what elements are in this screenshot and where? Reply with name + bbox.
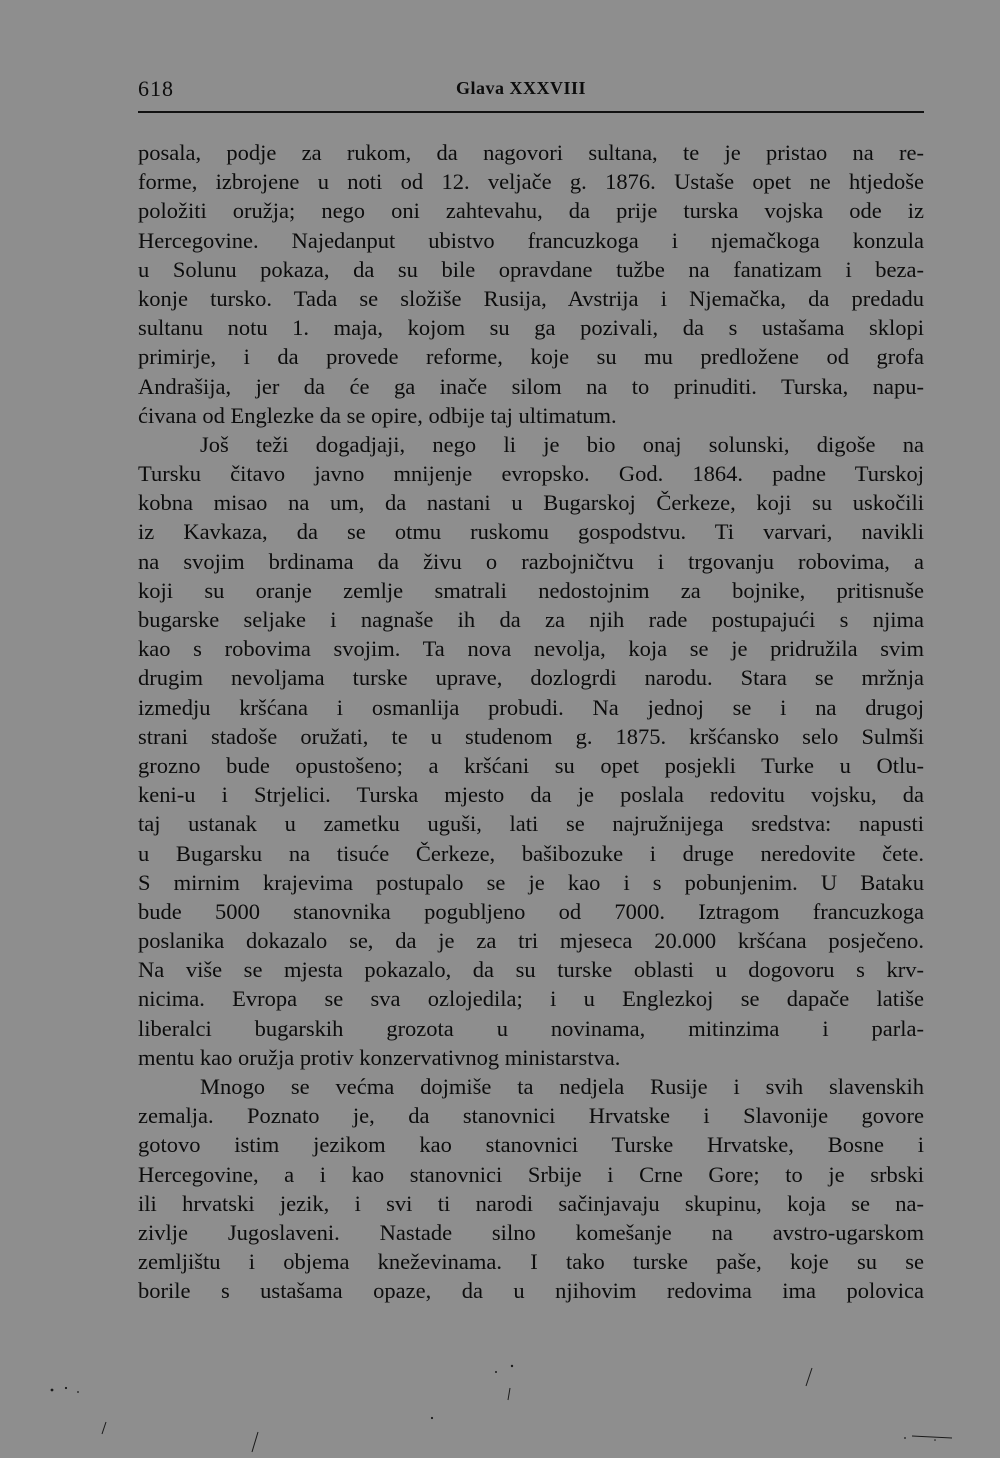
text-line: primirje, i da provede reforme, koje su mu predložene od grofa xyxy=(138,344,924,370)
text-line: Tursku čitavo javno mnijenje evropsko. God. 1864. padne Turskoj xyxy=(138,461,924,487)
text-line: taj ustanak u zametku uguši, lati se najružnijega sredstva: napusti xyxy=(138,811,924,837)
text-line: u Solunu pokaza, da su bile opravdane tužbe na fanatizam i beza- xyxy=(138,256,924,282)
text-line: nicima. Evropa se sva ozlojedila; i u Englezkoj se dapače latiše xyxy=(138,986,924,1012)
text-line: bugarske seljake i nagnaše ih da za njih rade postupajući s njima xyxy=(138,607,924,632)
text-line: na svojim brdinama da živu o razbojničtvu i trgovanju robovima, a xyxy=(138,548,924,574)
text-line: liberalci bugarskih grozota u novinama, mitinzima i parla- xyxy=(138,1015,924,1041)
text-line: gotovo istim jezikom kao stanovnici Turske Hrvatske, Bosne i xyxy=(138,1132,924,1158)
scan-specks xyxy=(0,1360,1000,1458)
text-line: iz Kavkaza, da se otmu ruskomu gospodstvu. Ti varvari, navikli xyxy=(138,519,924,545)
text-line: S mirnim krajevima postupalo se je kao i s pobunjenim. U Bataku xyxy=(138,869,924,895)
text-line: mentu kao oružja protiv konzervativnog ministarstva. xyxy=(138,1044,621,1070)
text-line: zemljištu i objema kneževinama. I tako turske paše, koje su se xyxy=(138,1249,924,1275)
text-line: koji su oranje zemlje smatrali nedostojnim za bojnike, pritisnuše xyxy=(138,577,924,603)
text-line: forme, izbrojene u noti od 12. veljače g. 1876. Ustaše opet ne htjedoše xyxy=(138,169,924,195)
text-line: u Bugarsku na tisuće Čerkeze, bašibozuke i druge neredovite čete. xyxy=(138,840,924,866)
text-line: posala, podje za rukom, da nagovori sultana, te je pristao na re- xyxy=(138,140,924,165)
text-line: kobna misao na um, da nastani u Bugarskoj Čerkeze, koji su uskočili xyxy=(138,490,924,516)
text-line: konje tursko. Tada se složiše Rusija, Avstrija i Njemačka, da predadu xyxy=(138,285,924,311)
text-line: izmedju kršćana i osmanlija probudi. Na jednoj se i na drugoj xyxy=(138,694,924,720)
text-line: Na više se mjesta pokazalo, da su turske oblasti u dogovoru s krv- xyxy=(138,957,924,983)
body-text xyxy=(138,138,924,1306)
text-line: drugim nevoljama turske uprave, dozlogrdi narodu. Stara se mržnja xyxy=(138,665,924,691)
page-number: 618 xyxy=(138,76,174,101)
text-line: Hercegovine. Najedanput ubistvo francuzkoga i njemačkoga konzula xyxy=(138,227,924,253)
text-line: kao s robovima svojim. Ta nova nevolja, koja se je pridružila svim xyxy=(138,636,924,662)
text-line: Hercegovine, a i kao stanovnici Srbije i Crne Gore; to je srbski xyxy=(138,1161,924,1187)
paragraph-start-line: Mnogo se većma dojmiše ta nedjela Rusije i svih slavenskih xyxy=(200,1074,924,1099)
paragraph-start-line: Još teži dogadjaji, nego li je bio onaj solunski, digoše na xyxy=(200,431,924,457)
running-head: Glava XXXVIII xyxy=(456,78,587,98)
text-line: grozno bude opustošeno; a kršćani su opet posjekli Turke u Otlu- xyxy=(138,752,924,778)
text-line: bude 5000 stanovnika pogubljeno od 7000. Iztragom francuzkoga xyxy=(138,898,924,924)
text-line: zivlje Jugoslaveni. Nastade silno komešanje na avstro-ugarskom xyxy=(138,1219,924,1245)
text-line: Andrašija, jer da će ga inače silom na to prinuditi. Turska, napu- xyxy=(138,373,924,399)
text-line: poslanika dokazalo se, da je za tri mjeseca 20.000 kršćana posječeno. xyxy=(138,928,924,954)
text-line: ili hrvatski jezik, i svi ti narodi sačinjavaju skupinu, koja se na- xyxy=(138,1190,924,1216)
text-line: položiti oružja; nego oni zahtevahu, da prije turska vojska ode iz xyxy=(138,198,924,224)
header-rule xyxy=(138,111,924,113)
text-line: borile s ustašama opaze, da u njihovim redovima ima polovica xyxy=(138,1278,924,1304)
text-line: strani stadoše oružati, te u studenom g. 1875. kršćansko selo Sulmši xyxy=(138,723,924,749)
text-line: keni-u i Strjelici. Turska mjesto da je poslala redovitu vojsku, da xyxy=(138,782,924,808)
text-line: zemalja. Poznato je, da stanovnici Hrvatske i Slavonije govore xyxy=(138,1103,924,1129)
text-line: ćivana od Englezke da se opire, odbije taj ultimatum. xyxy=(138,402,617,428)
text-line: sultanu notu 1. maja, kojom su ga pozivali, da s ustašama sklopi xyxy=(138,315,924,341)
page-header xyxy=(138,74,924,104)
